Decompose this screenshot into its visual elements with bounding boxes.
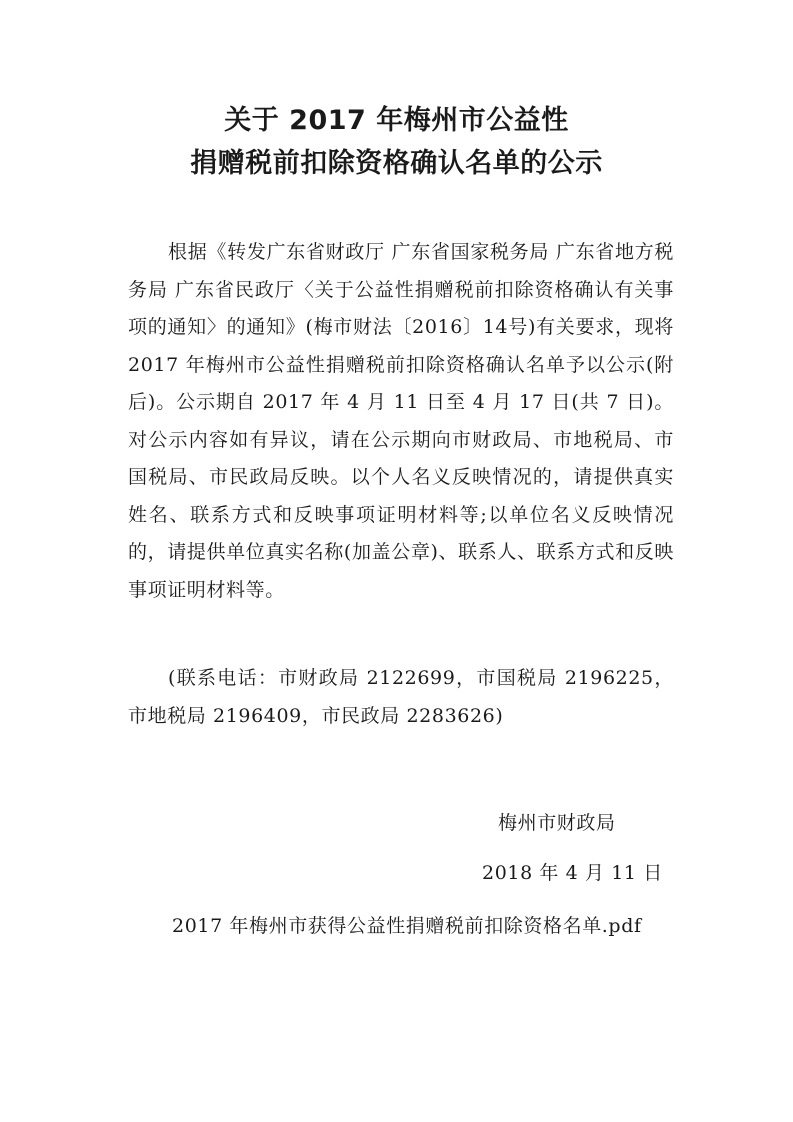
document-title-line-2: 捐赠税前扣除资格确认名单的公示 [190,148,603,179]
signature-organization: 梅州市财政局 [498,812,616,834]
main-paragraph: 根据《转发广东省财政厅 广东省国家税务局 广东省地方税务局 广东省民政厅〈关于公益性捐赠税前扣除资格确认有关事项的通知〉的通知》(梅市财法〔2016〕14号)有关要求，现将 2017 年梅州市公益性捐赠税前扣除资格确认名单予以公示(附后)。公示期自 2017 年 4 月 11 日至 4 月 17 日(共 7 日)。对公示内容如有异议，请在公示期向市财政局、市地税局、市国税局、市民政局反映。以个人名义反映情况的，请提供真实姓名、联系方式和反映事项证明材料等;以单位名义反映情况的，请提供单位真实名称(加盖公章)、联系人、联系方式和反映事项证明材料等。 [128,241,674,601]
signature-date: 2018 年 4 月 11 日 [482,862,663,884]
contact-paragraph: (联系电话：市财政局 2122699，市国税局 2196225，市地税局 2196409，市民政局 2283626) [128,667,674,727]
document-title-line-1: 关于 2017 年梅州市公益性 [224,105,569,136]
attachment-pdf-link[interactable]: 2017 年梅州市获得公益性捐赠税前扣除资格名单.pdf [172,915,642,937]
